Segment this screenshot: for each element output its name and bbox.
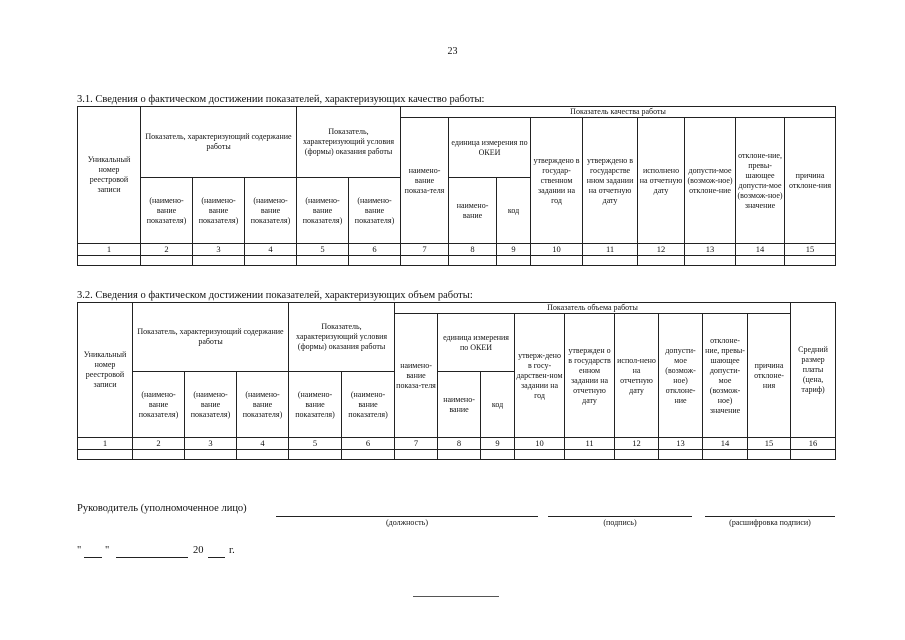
data-cell[interactable] (342, 449, 395, 459)
header-volume-group: Показатель объема работы (395, 303, 791, 314)
data-cell[interactable] (565, 449, 615, 459)
footnote-separator (413, 596, 499, 597)
data-cell[interactable] (395, 449, 438, 459)
header-unit-name: наимено-вание (449, 178, 497, 244)
column-number: 15 (785, 244, 836, 256)
data-cell[interactable] (237, 449, 289, 459)
data-cell[interactable] (615, 449, 659, 459)
column-number: 11 (565, 438, 615, 450)
column-number: 4 (237, 438, 289, 450)
data-cell[interactable] (703, 449, 748, 459)
date-year-field[interactable] (208, 545, 225, 558)
data-cell[interactable] (736, 255, 785, 265)
column-number: 12 (638, 244, 685, 256)
data-cell[interactable] (531, 255, 583, 265)
date-year-prefix: 20 (193, 545, 204, 556)
header-quality-group: Показатель качества работы (401, 107, 836, 118)
signature-decoding-field[interactable] (705, 504, 835, 517)
data-cell[interactable] (659, 449, 703, 459)
header-indicator-name: наимено-вание показа-теля (395, 314, 438, 438)
data-cell[interactable] (193, 255, 245, 265)
data-cell[interactable] (748, 449, 791, 459)
header-reason: причина отклоне-ния (748, 314, 791, 438)
header-exceed-deviation: отклоне-ние, превы-шающее допусти-мое (возмож-ное) значение (736, 118, 785, 244)
date-day-field[interactable] (84, 545, 102, 558)
header-approved-date: утверждено в государстве нном задании на отчетную дату (583, 118, 638, 244)
data-cell[interactable] (638, 255, 685, 265)
header-sub-name: (наимено-вание показателя) (141, 178, 193, 244)
position-field[interactable] (276, 504, 538, 517)
column-number: 5 (297, 244, 349, 256)
column-numbers-row (78, 438, 836, 450)
header-unit-code: код (481, 372, 515, 438)
column-number: 7 (395, 438, 438, 450)
column-number: 1 (78, 438, 133, 450)
data-cell[interactable] (401, 255, 449, 265)
header-sub-name: (наимено-вание показателя) (133, 372, 185, 438)
header-unit-group: единица измерения по ОКЕИ (438, 314, 515, 372)
date-month-field[interactable] (116, 545, 188, 558)
column-number: 4 (245, 244, 297, 256)
header-average-price: Средний размер платы (цена, тариф) (791, 303, 836, 438)
column-number: 2 (133, 438, 185, 450)
section-title-volume: 3.2. Сведения о фактическом достижении показателей, характеризующих объем работы: (77, 290, 473, 301)
header-approved-task: утверждено в государ-ственном задании на год (531, 118, 583, 244)
column-number: 6 (342, 438, 395, 450)
data-row[interactable] (78, 449, 836, 459)
date-quote-close: " (105, 545, 110, 556)
date-quote-open: " (77, 545, 82, 556)
header-exceed-deviation: отклоне-ние, превы-шающее допусти-мое (возмож-ное) значение (703, 314, 748, 438)
header-conditions-group: Показатель, характеризующий условия (формы) оказания работы (289, 303, 395, 372)
header-allowed-deviation: допусти-мое (возмож-ное) отклоне-ние (659, 314, 703, 438)
data-cell[interactable] (481, 449, 515, 459)
column-number: 14 (703, 438, 748, 450)
column-number: 16 (791, 438, 836, 450)
column-number: 8 (438, 438, 481, 450)
header-sub-name: (наимено-вание показателя) (349, 178, 401, 244)
header-sub-name: (наимено-вание показателя) (185, 372, 237, 438)
column-number: 5 (289, 438, 342, 450)
data-cell[interactable] (133, 449, 185, 459)
data-cell[interactable] (785, 255, 836, 265)
header-approved-task: утверж-дено в госу-дарствен-ном задании на год (515, 314, 565, 438)
data-cell[interactable] (78, 255, 141, 265)
column-number: 3 (185, 438, 237, 450)
header-sub-name: (наимено-вание показателя) (245, 178, 297, 244)
header-allowed-deviation: допусти-мое (возмож-ное) отклоне-ние (685, 118, 736, 244)
column-number: 13 (659, 438, 703, 450)
column-number: 14 (736, 244, 785, 256)
column-number: 8 (449, 244, 497, 256)
data-cell[interactable] (141, 255, 193, 265)
header-sub-name: (наимено-вание показателя) (297, 178, 349, 244)
column-numbers-row (78, 244, 836, 256)
header-unit-code: код (497, 178, 531, 244)
signature-caption: (подпись) (603, 518, 637, 527)
volume-indicators-table (77, 302, 836, 460)
data-cell[interactable] (685, 255, 736, 265)
page-number: 23 (447, 46, 458, 57)
column-number: 2 (141, 244, 193, 256)
column-number: 12 (615, 438, 659, 450)
quality-indicators-table (77, 106, 836, 266)
signature-decoding-caption: (расшифровка подписи) (729, 518, 811, 527)
section-title-quality: 3.1. Сведения о фактическом достижении показателей, характеризующих качество работы: (77, 94, 485, 105)
data-cell[interactable] (289, 449, 342, 459)
column-number: 1 (78, 244, 141, 256)
data-cell[interactable] (245, 255, 297, 265)
signature-field[interactable] (548, 504, 692, 517)
column-number: 9 (481, 438, 515, 450)
header-indicator-name: наимено-вание показа-теля (401, 118, 449, 244)
position-caption: (должность) (386, 518, 428, 527)
date-year-suffix: г. (229, 545, 235, 556)
data-cell[interactable] (297, 255, 349, 265)
data-cell[interactable] (497, 255, 531, 265)
data-cell[interactable] (185, 449, 237, 459)
header-content-group: Показатель, характеризующий содержание работы (133, 303, 289, 372)
column-number: 11 (583, 244, 638, 256)
header-executed: испол-нено на отчетную дату (615, 314, 659, 438)
header-approved-date: утвержден о в государств енном задании на отчетную дату (565, 314, 615, 438)
column-number: 13 (685, 244, 736, 256)
data-cell[interactable] (349, 255, 401, 265)
header-unique-number: Уникальный номер реестровой записи (78, 303, 133, 438)
header-sub-name: (наимено-вание показателя) (342, 372, 395, 438)
data-cell[interactable] (78, 449, 133, 459)
data-cell[interactable] (449, 255, 497, 265)
header-reason: причина отклоне-ния (785, 118, 836, 244)
header-sub-name: (наимено-вание показателя) (237, 372, 289, 438)
column-number: 10 (531, 244, 583, 256)
header-sub-name: (наимено-вание показателя) (289, 372, 342, 438)
column-number: 3 (193, 244, 245, 256)
data-cell[interactable] (583, 255, 638, 265)
column-number: 10 (515, 438, 565, 450)
data-cell[interactable] (791, 449, 836, 459)
header-conditions-group: Показатель, характеризующий условия (формы) оказания работы (297, 107, 401, 178)
column-number: 9 (497, 244, 531, 256)
data-cell[interactable] (515, 449, 565, 459)
header-sub-name: (наимено-вание показателя) (193, 178, 245, 244)
data-cell[interactable] (438, 449, 481, 459)
header-unit-group: единица измерения по ОКЕИ (449, 118, 531, 178)
data-row[interactable] (78, 255, 836, 265)
column-number: 15 (748, 438, 791, 450)
column-number: 6 (349, 244, 401, 256)
header-content-group: Показатель, характеризующий содержание работы (141, 107, 297, 178)
head-label: Руководитель (уполномоченное лицо) (77, 503, 247, 514)
column-number: 7 (401, 244, 449, 256)
header-executed: исполнено на отчетную дату (638, 118, 685, 244)
header-unique-number: Уникальный номер реестровой записи (78, 107, 141, 244)
header-unit-name: наимено-вание (438, 372, 481, 438)
